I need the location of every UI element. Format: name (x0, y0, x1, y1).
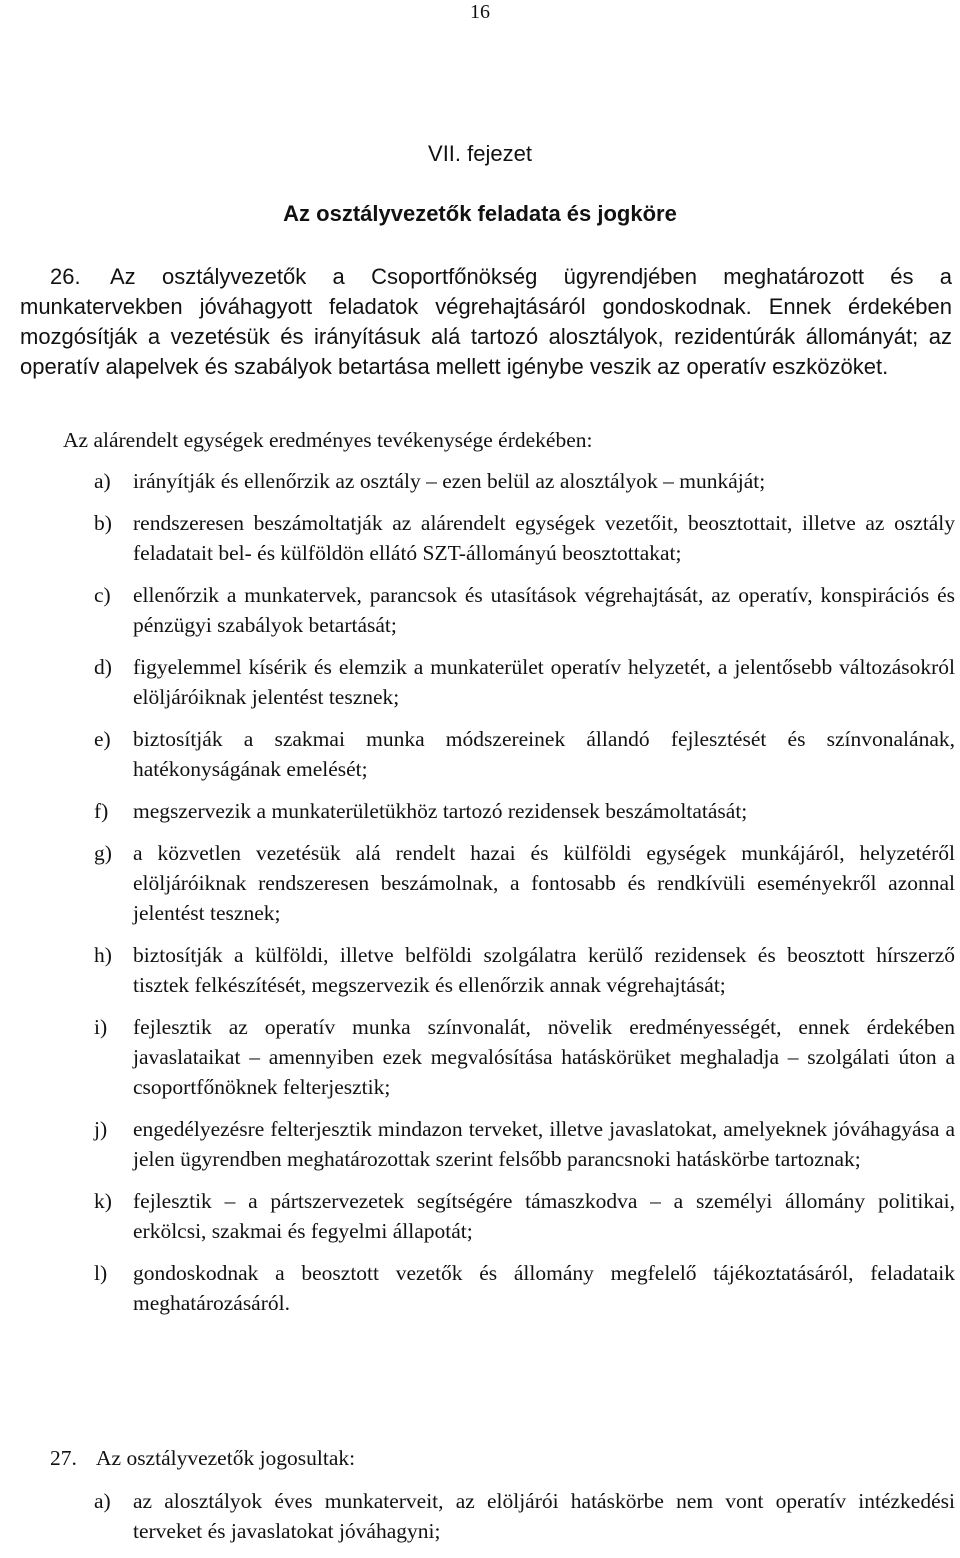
list-item (0, 466, 960, 496)
item-letter: a) (94, 1489, 111, 1513)
paragraph-26 (20, 262, 952, 382)
item-letter: e) (94, 727, 111, 751)
rights-list (0, 1486, 960, 1558)
list-item (0, 838, 960, 928)
paragraph-number: 27. (50, 1446, 77, 1470)
list-item (0, 1012, 960, 1102)
paragraph-number: 26. (50, 264, 81, 289)
list-item (0, 652, 960, 712)
section-heading: Az osztályvezetők feladata és jogköre (283, 201, 677, 226)
item-text: gondoskodnak a beosztott vezetők és állomány megfelelő tájékoztatásáról, feladataik meghatározásáról. (133, 1261, 955, 1315)
item-text: irányítják és ellenőrzik az osztály – ezen belül az alosztályok – munkáját; (133, 469, 766, 493)
item-letter: j) (94, 1117, 108, 1141)
item-letter: h) (94, 943, 112, 967)
item-letter: c) (94, 583, 111, 607)
list-item (0, 1114, 960, 1174)
item-text: biztosítják a szakmai munka módszereinek állandó fejlesztését és színvonalának, hatékonyságának emelését; (133, 727, 955, 781)
item-letter: g) (94, 841, 112, 865)
item-text: biztosítják a külföldi, illetve belföldi szolgálatra kerülő rezidensek és beosztott hírszerző tisztek felkészítését, megszervezik és ellenőrzik annak végrehajtását; (133, 943, 955, 997)
item-text: az alosztályok éves munkaterveit, az elöljárói hatáskörbe nem vont operatív intézkedési terveket és javaslatokat jóváhagyni; (133, 1489, 955, 1543)
item-text: figyelemmel kísérik és elemzik a munkaterület operatív helyzetét, a jelentősebb változásokról elöljáróiknak jelentést tesznek; (133, 655, 955, 709)
item-text: rendszeresen beszámoltatják az alárendelt egységek vezetőit, beosztottait, illetve az osztály feladatait bel- és külföldön ellátó SZT-állományú beosztottakat; (133, 511, 955, 565)
list-item (0, 796, 960, 826)
list-item (0, 1258, 960, 1318)
item-text: megszervezik a munkaterületükhöz tartozó rezidensek beszámoltatását; (133, 799, 748, 823)
item-text: engedélyezésre felterjesztik mindazon terveket, illetve javaslatokat, amelyeknek jóváhagyása a jelen ügyrendben meghatározottak szerint felsőbb parancsnoki hatáskörbe tartoznak; (133, 1117, 955, 1171)
item-letter: b) (94, 511, 112, 535)
list-item (0, 508, 960, 568)
list-item (0, 580, 960, 640)
list-item (0, 1186, 960, 1246)
page-number: 16 (470, 1, 490, 23)
item-text: a közvetlen vezetésük alá rendelt hazai és külföldi egységek munkájáról, helyzetéről elöljáróiknak rendszeresen beszámolnak, a fontosabb és rendkívüli eseményekről azonnal jelentést tesznek; (133, 841, 955, 925)
duties-list (0, 466, 960, 1330)
list-item (0, 940, 960, 1000)
intro-line: Az alárendelt egységek eredményes tevékenysége érdekében: (63, 428, 593, 452)
paragraph-27 (50, 1443, 930, 1473)
item-text: fejlesztik az operatív munka színvonalát, növelik eredményességét, ennek érdekében javaslataikat – amennyiben ezek megvalósítása hatáskörüket meghaladja – szolgálati úton a csoportfőnöknek felterjesztik; (133, 1015, 955, 1099)
paragraph-text: Az osztályvezetők a Csoportfőnökség ügyrendjében meghatározott és a munkatervekben jóváhagyott feladatok végrehajtásáról gondoskodnak. Ennek érdekében mozgósítják a vezetésük és irányításuk alá tartozó alosztályok, rezidentúrák állományát; az operatív alapelvek és szabályok betartása mellett igénybe veszik az operatív eszközöket. (20, 264, 952, 379)
item-text: ellenőrzik a munkatervek, parancsok és utasítások végrehajtását, az operatív, konspirációs és pénzügyi szabályok betartását; (133, 583, 955, 637)
list-item (0, 724, 960, 784)
item-letter: k) (94, 1189, 112, 1213)
chapter-title: VII. fejezet (428, 141, 532, 166)
item-letter: i) (94, 1015, 108, 1039)
item-letter: l) (94, 1261, 108, 1285)
item-letter: f) (94, 799, 109, 823)
item-text: fejlesztik – a pártszervezetek segítségére támaszkodva – a személyi állomány politikai, erkölcsi, szakmai és fegyelmi állapotát; (133, 1189, 955, 1243)
paragraph-text: Az osztályvezetők jogosultak: (96, 1446, 356, 1470)
list-item (0, 1486, 960, 1546)
item-letter: d) (94, 655, 112, 679)
item-letter: a) (94, 469, 111, 493)
